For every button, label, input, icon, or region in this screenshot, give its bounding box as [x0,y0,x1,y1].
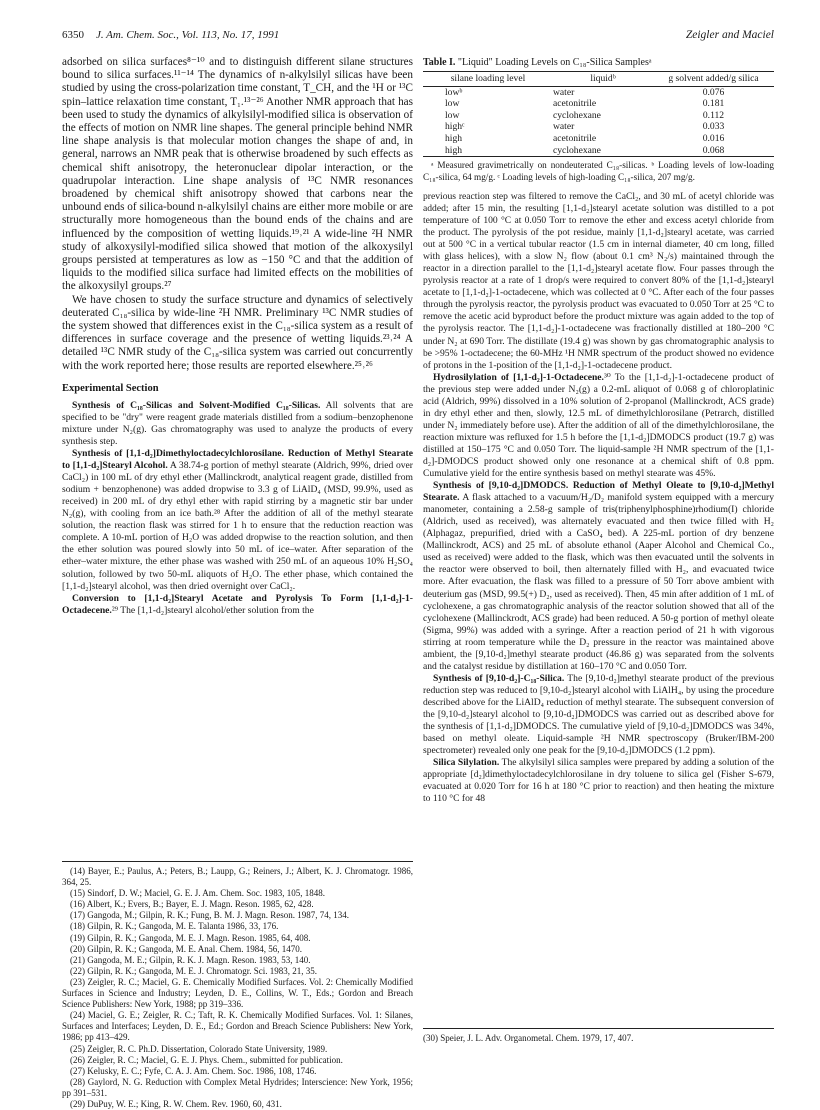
running-header [62,28,774,42]
reference: (26) Zeigler, R. C.; Maciel, G. E. J. Phys. Chem., submitted for publication. [70,1054,343,1065]
paragraph-text: ²⁹ The [1,1-d₂]stearyl alcohol/ether solution from the [111,604,314,616]
running-authors: Zeigler and Maciel [685,29,774,41]
intro-paragraph-2: We have chosen to study the surface structure and dynamics of selectively deuterated C₁₈-silica by wide-line ²H NMR. Preliminary ¹³C NMR studies of the system showed that differences exist in the C₁₈-silica system as a result of differences in surface coverage and the presence of wetting liquids.²³˒²⁴ A detailed ¹³C NMR study of the C₁₈-silica system was carried out concurrently with the work reported here; those results are reported elsewhere.²⁵˒²⁶ [62,293,413,372]
column-header: liquidᵇ [590,73,616,84]
table-cell: acetonitrile [553,98,597,110]
paragraph-text: A 38.74-g portion of methyl stearate (Aldrich, 99%, dried over CaCl₂) in 100 mL of dry ethyl ether (Mallinckrodt, analytical reagent grade, distilled from sodium + benzophenone) was added dropwise to 3.3 g of LiAlD₄ (MSD, 99.9%, used as received) in 200 mL of dry ethyl ether with rapid stirring by a magnetic stir bar under N₂(g), with cooling from an ice bath.²⁸ After the addition of all of the methyl stearate solution, the reaction flask was stirred for 1 h to ensure that the reduction reaction was complete. A 10-mL portion of H₂O was added dropwise to the reaction solution, and then the ether solution was poured slowly into 50 mL of ice–water. After separation of the ether–water mixture, the ether phase was washed with 250 mL of an aqueous 10% H₂SO₄ solution, followed by two 50-mL aliquots of H₂O. The ether phase, which contained the [1,1-d₂]stearyl alcohol, was then dried overnight over CaCl₂. [62,460,413,592]
table-cell: cyclohexane [553,109,601,121]
left-column [62,56,413,617]
run-in-head: Synthesis of C₁₈-Silicas and Solvent-Modified C₁₈-Silicas. [72,399,321,411]
reference: (25) Zeigler, R. C. Ph.D. Dissertation, Colorado State University, 1989. [70,1043,328,1054]
run-in-head: Conversion to [1,1-d₂]Stearyl Acetate and Pyrolysis To Form [1,1-d₂]-1-Octadecene. [62,592,413,616]
experimental-paragraph-2 [62,448,413,593]
table-row [423,145,774,157]
reference: (15) Sindorf, D. W.; Maciel, G. E. J. Am. Chem. Soc. 1983, 105, 1848. [70,888,325,899]
reference: (18) Gilpin, R. K.; Gangoda, M. E. Talanta 1986, 33, 176. [70,921,279,932]
run-in-head: Silica Silylation. [433,757,500,769]
table-label: Table I. [423,57,456,68]
table-header-row [423,72,774,87]
table-row [423,110,774,122]
reference: (16) Albert, K.; Evers, B.; Bayer, E. J. Magn. Reson. 1985, 62, 428. [70,899,314,910]
table-cell: high [445,144,463,156]
intro-paragraph-1: adsorbed on silica surfaces⁸⁻¹⁰ and to distinguish different silane structures bound to silica surfaces.¹¹⁻¹⁴ The dynamics of n-alkylsilyl silicas have been studied by using the cross-polarization time constant, T_CH, and the ¹H or ¹³C spin–lattice relaxation time constant, T₁.¹³⁻²⁶ Another NMR approach that has been used to study the dynamics of alkylsilyl-modified silica is observation of the effects of motion on NMR line shapes. The general principle behind NMR line shape analysis is that molecular motion changes the shape of and, in general, narrows an NMR peak that is otherwise broadened by such effects as chemical shift anisotropy, the heteronuclear dipolar interaction, or the quadrupolar interaction. Line shape analysis of ¹³C NMR resonances broadened by chemical shift anisotropy showed that carbons near the unbound ends of silica-bound n-alkylsilyl chains are either more mobile or are structurally more homogeneous than the bound ends of the chains and are influenced by the composition of wetting liquids.¹⁹˒²¹ A wide-line ²H NMR study of alkoxysilyl-modified silica showed that motion of the alkoxysilyl groups persisted at temperatures as low as −150 °C and that the addition of liquids to the modified silica surface had limited effects on the mobilities of the alkoxysilyl groups.²⁷ [62,56,413,293]
table-footnote: ᵃ Measured gravimetrically on nondeuterated C₁₈-silicas. ᵇ Loading levels of low-loading C₁₈-silica, 64 mg/g. ᶜ Loading levels of high-loading C₁₈-silica, 207 mg/g. [423,160,774,182]
experimental-paragraph-5 [423,372,774,480]
reference: (21) Gangoda, M. E.; Gilpin, R. K. J. Magn. Reson. 1983, 53, 140. [70,954,311,965]
table-cell: 0.016 [702,132,725,144]
table-cell: low [445,109,460,121]
column-header: silane loading level [450,73,526,84]
experimental-paragraph-6 [423,480,774,673]
table-row [423,98,774,110]
table-cell: highᶜ [445,121,465,133]
experimental-paragraph-3 [62,593,413,617]
table-cell: water [553,86,575,98]
paragraph-text: All solvents that are specified to be "dry" were reagent grade materials distilled from a sodium–benzophenone mixture under N₂(g). Gas chromatography was used to analyze the products of every synthesis step. [62,399,413,448]
column-header: g solvent added/g silica [668,73,759,84]
reference-list [62,861,413,1110]
section-heading: Experimental Section [62,382,159,394]
table-cell: water [553,121,575,133]
table-cell: acetonitrile [553,132,597,144]
table-cell: 0.076 [702,86,725,98]
reference: (24) Maciel, G. E.; Zeigler, R. C.; Taft, R. K. Chemically Modified Surfaces. Vol. 1: Silanes, Surfaces and Interfaces; Leyden, D. E., Ed.; Gordon and Breach Science Publishers: New York, 1986; pp 413–429. [62,1010,413,1043]
paragraph-text: ³⁰ To the [1,1-d₂]-1-octadecene product of the previous step were added under N₂(g) a 0.2-mL aliquot of 0.068 g of chloroplatinic acid (Aldrich, 99%) dissolved in a 10% solution of 2-propanol (Mallinckrodt, ACS grade) in dry ethyl ether and then, slowly, 12.5 mL of dimethylchlorosilane (Petrarch, distilled under N₂ immediately before use). After the addition of all of the dimethylchlorosilane, the reaction mixture was refluxed for 1.5 h before the [1,1-d₂]DMODCS product (19.7 g) was distilled at 150–175 °C and 0.050 Torr. The liquid-sample ²H NMR spectrum of the [1,1-d₂]-DMODCS product showed only one resonance at a chemical shift of 0.8 ppm. Cumulative yield for the entire synthesis based on methyl stearate was 45%. [423,371,774,480]
reference: (27) Kelusky, E. C.; Fyfe, C. A. J. Am. Chem. Soc. 1986, 108, 1746. [70,1065,317,1076]
table-row [423,133,774,145]
table-row [423,121,774,133]
run-in-head: Synthesis of [9,10-d₂]-C₁₈-Silica. [433,672,565,684]
table-title: "Liquid" Loading Levels on C₁₈-Silica Samplesᵃ [455,57,652,68]
journal-citation: J. Am. Chem. Soc., Vol. 113, No. 17, 1991 [96,29,280,41]
experimental-paragraph-1 [62,400,413,448]
reference: (23) Zeigler, R. C.; Maciel, G. E. Chemically Modified Surfaces. Vol. 2: Chemically Modified Surfaces in Science and Industry; Leyden, D. E., Collins, W. T., Eds.; Gordon and Breach Science Publishers: New York, 1988; pp 319–336. [62,976,413,1010]
experimental-paragraph-7 [423,673,774,757]
paragraph-text: The [9,10-d₂]methyl stearate product of the previous reduction step was reduced to [9,10-d₂]stearyl alcohol with LiAlH₄, by using the procedure described above for the LiAlD₄ reduction of methyl stearate. The subsequent conversion of the [9,10-d₂]stearyl alcohol to [9,10-d₂]DMODCS was carried out as described above for the synthesis of [1,1-d₂]DMODCS. The cumulative yield of [9,10-d₂]DMODCS was 34%, based on methyl oleate. Liquid-sample ²H NMR spectroscopy (Bruker/IBM-200 spectrometer) revealed only one peak for the [9,10-d₂]DMODCS (1.2 ppm). [423,672,774,757]
reference: (20) Gilpin, R. K.; Gangoda, M. E. Anal. Chem. 1984, 56, 1470. [70,943,302,954]
table-cell: high [445,132,463,144]
paragraph-text: The alkylsilyl silica samples were prepared by adding a solution of the appropriate [d₂]dimethyloctadecylchlorosilane in dry toluene to silica gel (Fisher S-679, evacuated at 0.020 Torr for 16 h at 180 °C prior to reaction) and then heating the mixture to 110 °C for 48 [423,757,774,805]
loading-levels-table [423,71,774,157]
run-in-head: Synthesis of [1,1-d₂]Dimethyloctadecylchlorosilane. Reduction of Methyl Stearate to [1,1-d₂]Stearyl Alcohol. [62,448,413,472]
right-column [423,56,774,805]
paragraph-text: A flask attached to a vacuum/H₂/D₂ manifold system equipped with a mercury manometer, containing a 2.58-g sample of tris(triphenylphosphine)rhodium(I) chloride (Aldrich, used as received), was alternately evacuated and then twice filled with H₂ (Alphagaz, prepurified, dried with a CaSO₄ bed). A 225-mL portion of dry benzene (Mallinckrodt, ACS) and 25 mL of absolute ethanol (Aaper Alcohol and Chemical Co., used as received) were added to the flask, which was then evacuated until the solvents in the reactor were observed to boil, then alternately filled with H₂, and evacuated twice more. After evacuation, the flask was filled to a pressure of 50 Torr above ambient with deuterium gas (MSD, 99.5(+) D₂, used as received). Then, 45 min after addition of 1 mL of cyclohexene, a gas chromatographic analysis of the reactor solution showed that all of the cyclohexene (Mallinckrodt, ACS grade) had been reduced. A 50-g portion of methyl oleate (Sigma, 99%) was added with a syringe. After a reaction period of 21 h with vigorous stirring at room temperature while the D₂ pressure in the reactor was maintained above ambient, the [9,10-d₂]methyl stearate product (46.86 g) was separated from the solvents and the catalyst residue by distillation at 160–170 °C and 0.050 Torr. [423,492,774,672]
reference: (14) Bayer, E.; Paulus, A.; Peters, B.; Laupp, G.; Reiners, J.; Albert, K. J. Chromatogr. 1986, 364, 25. [62,866,413,888]
table-cell: 0.112 [702,109,725,121]
experimental-paragraph-4: previous reaction step was filtered to remove the CaCl₂, and 30 mL of acetyl chloride was added; after 15 min, the resulting [1,1-d₂]stearyl acetate solution was distilled to a pot temperature of 100 °C at 0.050 Torr to remove the ether and excess acetyl chloride from the product. The pyrolysis of the pot residue, mainly [1,1-d₂]stearyl acetate, was carried out at 500 °C in a vertical tubular reactor (1.5 cm in internal diameter, 40 cm long, filled with glass helices), with a slow N₂ flow (about 0.1 cm³ N₂/s) maintained through the reactor in a direction parallel to the [1,1-d₂]stearyl acetate flow. Four passes through the pyrolysis reactor at a rate of 1 drop/s were required to convert 80% of the [1,1-d₂]stearyl acetate to [1,1-d₂]-1-octadecene, which was collected at 0 °C. After each of the four passes through the pyrolysis reactor, the pyrolysis product was evacuated to 0.050 Torr at 25 °C to remove the acetic acid byproduct before the product mixture was again added to the top of the pyrolysis reactor. The [1,1-d₂]-1-octadecene was fractionally distilled at 180–200 °C under N₂ at 690 Torr. The distillate (19.4 g) was shown by gas chromatographic analysis to be >95% 1-octadecene; the 60-MHz ¹H NMR spectrum of the product showed no evidence of protons in the 1-position of the [1,1-d₂]-1-octadecene product. [423,190,774,371]
reference: (29) DuPuy, W. E.; King, R. W. Chem. Rev. 1960, 60, 431. [70,1098,282,1109]
run-in-head: Synthesis of [9,10-d₂]DMODCS. Reduction of Methyl Oleate to [9,10-d₂]Methyl Stearate. [423,480,774,504]
table-row [423,86,774,98]
right-footnote: (30) Speier, J. L. Adv. Organometal. Chem. 1979, 17, 407. [423,1028,774,1044]
reference: (22) Gilpin, R. K.; Gangoda, M. E. J. Chromatogr. Sci. 1983, 21, 35. [70,965,317,976]
table-cell: lowᵇ [445,86,463,98]
reference: (17) Gangoda, M.; Gilpin, R. K.; Fung, B. M. J. Magn. Reson. 1987, 74, 134. [70,910,349,921]
table-caption [423,56,774,69]
table-cell: low [445,98,460,110]
table-cell: 0.181 [702,98,725,110]
reference: (19) Gilpin, R. K.; Gangoda, M. E. J. Magn. Reson. 1985, 64, 408. [70,932,311,943]
page-number: 6350 [62,29,84,41]
run-in-head: Hydrosilylation of [1,1-d₂]-1-Octadecene. [433,371,604,383]
table-cell: cyclohexane [553,144,601,156]
table-cell: 0.033 [702,121,725,133]
table-cell: 0.068 [702,144,725,156]
reference: (28) Gaylord, N. G. Reduction with Complex Metal Hydrides; Interscience: New York, 1956; pp 391–531. [62,1076,413,1098]
experimental-paragraph-8 [423,757,774,805]
